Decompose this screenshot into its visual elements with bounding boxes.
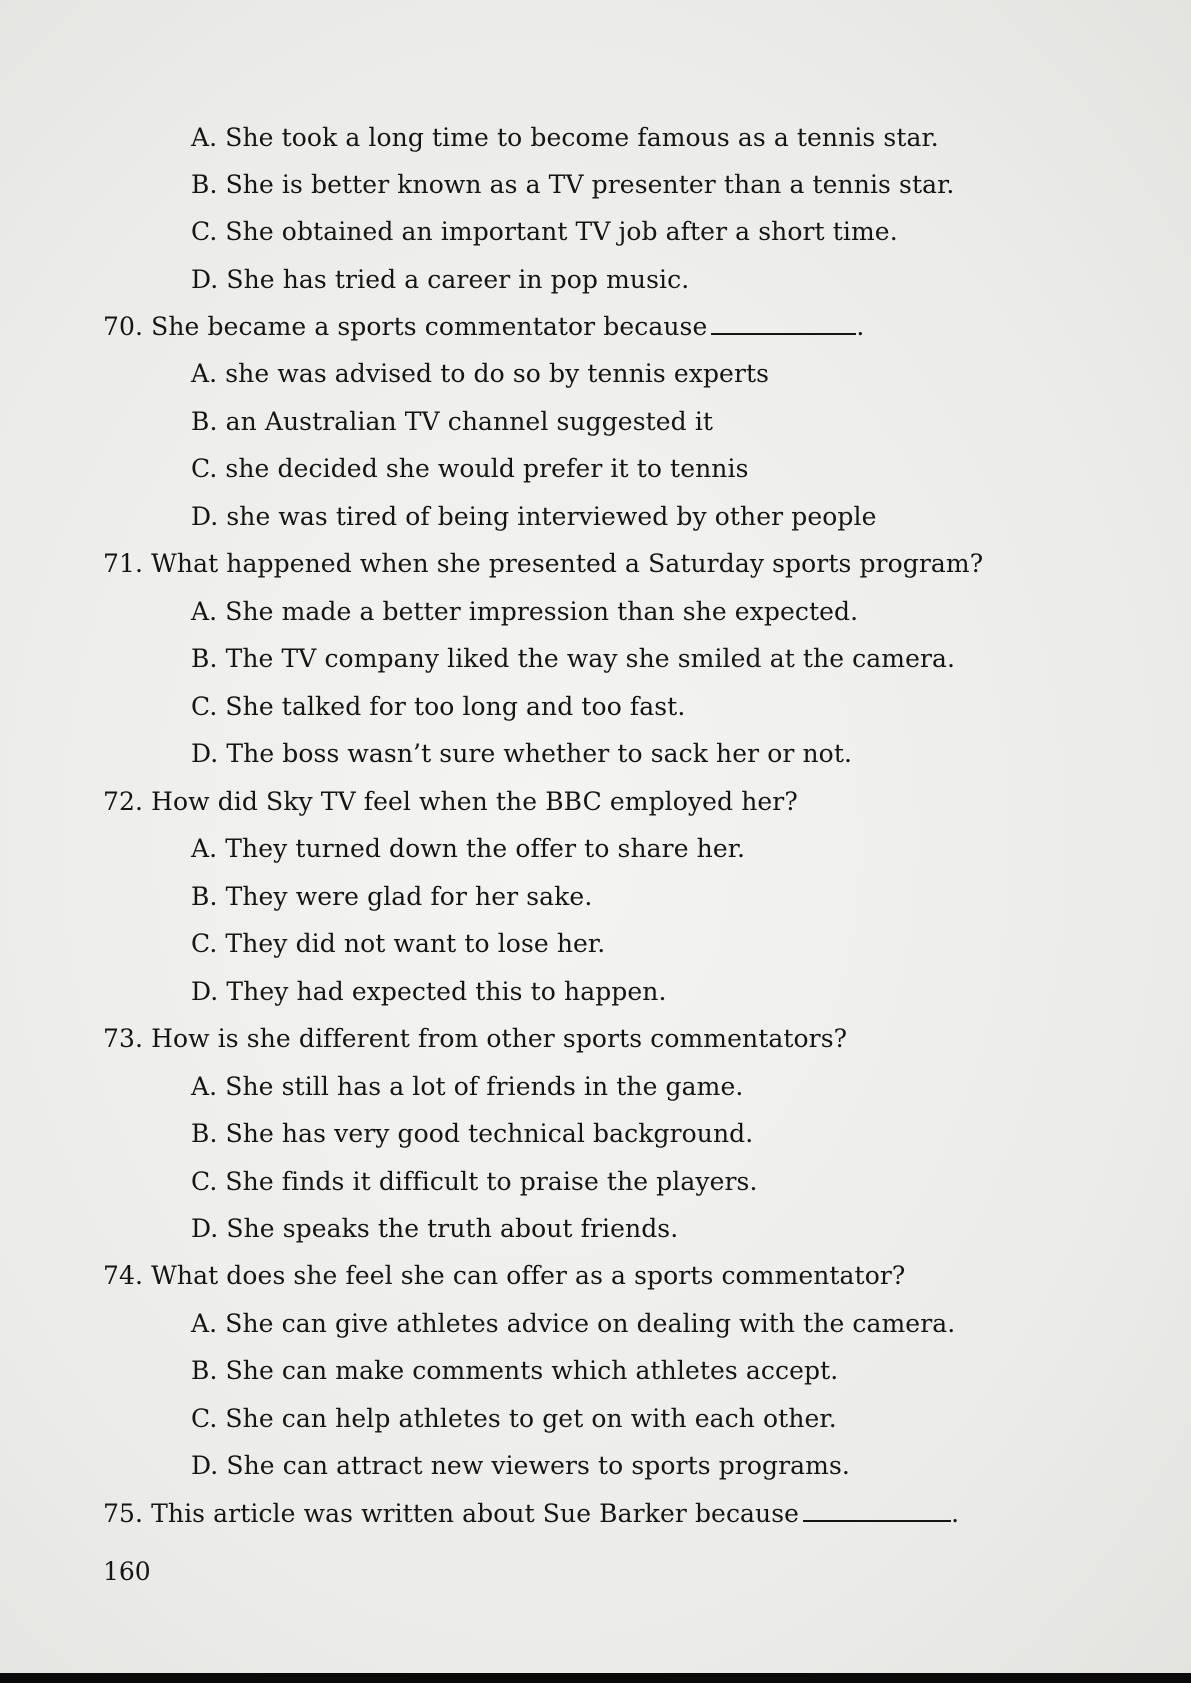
option-line: [191, 929, 605, 959]
option-line: [191, 977, 667, 1007]
option-text: B. an Australian TV channel suggested it: [191, 407, 714, 436]
option-line: [191, 692, 685, 722]
option-text: A. she was advised to do so by tennis experts: [191, 359, 770, 388]
question-text: 74. What does she feel she can offer as a sports commentator?: [103, 1261, 906, 1290]
option-line: [191, 1072, 743, 1102]
option-text: D. She speaks the truth about friends.: [191, 1214, 679, 1243]
option-text: B. She has very good technical background.: [191, 1119, 754, 1148]
option-text: C. She talked for too long and too fast.: [191, 692, 686, 721]
option-line: [191, 644, 955, 674]
option-line: [191, 597, 858, 627]
option-text: A. They turned down the offer to share her.: [191, 834, 746, 863]
blank-suffix: .: [951, 1499, 960, 1528]
question-line: [103, 312, 864, 342]
answer-blank: [803, 1500, 951, 1522]
option-line: [191, 882, 592, 912]
option-line: [191, 265, 689, 295]
option-text: B. She is better known as a TV presenter than a tennis star.: [191, 170, 955, 199]
question-text: 73. How is she different from other sports commentators?: [103, 1024, 848, 1053]
option-text: B. She can make comments which athletes accept.: [191, 1356, 839, 1385]
option-text: B. They were glad for her sake.: [191, 882, 593, 911]
option-line: [191, 359, 769, 389]
option-text: B. The TV company liked the way she smiled at the camera.: [191, 644, 956, 673]
option-line: [191, 1119, 753, 1149]
option-line: [191, 834, 745, 864]
option-line: [191, 739, 852, 769]
option-text: D. she was tired of being interviewed by other people: [191, 502, 877, 531]
option-text: A. She still has a lot of friends in the game.: [191, 1072, 744, 1101]
option-text: D. She can attract new viewers to sports programs.: [191, 1451, 850, 1480]
blank-suffix: .: [856, 312, 865, 341]
answer-blank: [711, 313, 856, 335]
question-line: [103, 1499, 959, 1529]
option-text: C. They did not want to lose her.: [191, 929, 606, 958]
option-text: C. she decided she would prefer it to tennis: [191, 454, 749, 483]
option-text: C. She can help athletes to get on with each other.: [191, 1404, 837, 1433]
option-text: A. She made a better impression than she expected.: [191, 597, 859, 626]
option-text: C. She obtained an important TV job after a short time.: [191, 217, 898, 246]
option-text: D. The boss wasn’t sure whether to sack her or not.: [191, 739, 853, 768]
option-text: A. She can give athletes advice on dealing with the camera.: [191, 1309, 956, 1338]
question-line: [103, 787, 798, 817]
option-line: [191, 1356, 838, 1386]
option-text: A. She took a long time to become famous as a tennis star.: [191, 123, 939, 152]
question-text: 70. She became a sports commentator because: [103, 312, 708, 341]
question-text: 75. This article was written about Sue Barker because: [103, 1499, 800, 1528]
option-line: [191, 1451, 850, 1481]
page-number: 160: [103, 1557, 151, 1586]
question-line: [103, 1024, 847, 1054]
option-line: [191, 217, 898, 247]
option-line: [191, 123, 939, 153]
option-line: [191, 454, 749, 484]
option-line: [191, 1309, 955, 1339]
option-text: D. She has tried a career in pop music.: [191, 265, 690, 294]
option-text: C. She finds it difficult to praise the players.: [191, 1167, 758, 1196]
scan-bottom-edge: [0, 1673, 1191, 1683]
option-line: [191, 407, 713, 437]
option-line: [191, 502, 877, 532]
question-text: 72. How did Sky TV feel when the BBC employed her?: [103, 787, 798, 816]
option-line: [191, 1404, 837, 1434]
question-text: 71. What happened when she presented a Saturday sports program?: [103, 549, 984, 578]
option-text: D. They had expected this to happen.: [191, 977, 667, 1006]
option-line: [191, 1167, 758, 1197]
option-line: [191, 1214, 678, 1244]
question-line: [103, 549, 983, 579]
option-line: [191, 170, 954, 200]
question-line: [103, 1261, 905, 1291]
